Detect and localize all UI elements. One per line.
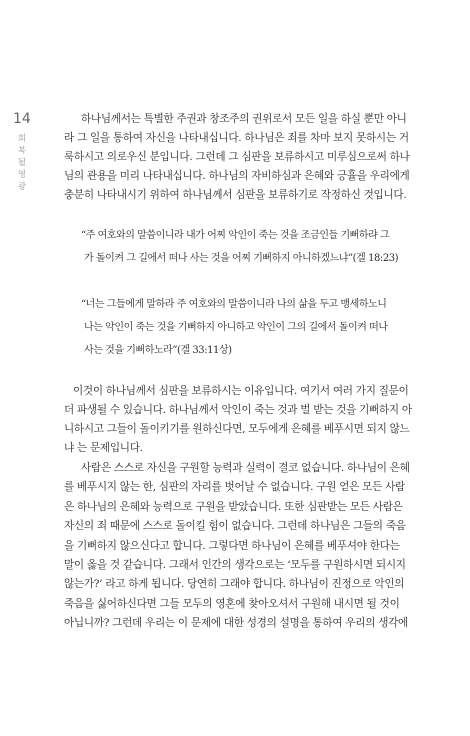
quote-line: 가 돌이켜 그 길에서 떠나 사는 것을 어찌 기뻐하지 아니하겠느냐”(겔 18:23) <box>84 253 399 264</box>
body-line: 을 기뻐하지 않으신다고 합니다. 그렇다면 하나님이 은혜를 베푸셔야 한다는 <box>64 540 400 552</box>
body-line: 자신의 죄 때문에 스스로 돌이킬 힘이 없습니다. 그런데 하나님은 그들의 죽음 <box>64 520 406 532</box>
quote-line: “너는 그들에게 말하라 주 여호와의 말씀이니라 나의 삶을 두고 맹세하노니 <box>81 299 387 310</box>
body-line: 님의 관용을 미리 나타내십니다. 하나님의 자비하심과 은혜와 긍휼을 우리에게 <box>64 170 410 182</box>
body-line: 아닙니까? 그런데 우리는 이 문제에 대한 성경의 설명을 통하여 우리의 생각에 <box>64 617 408 629</box>
quote-line: 사는 것을 기뻐하노라”(겔 33:11상) <box>84 345 232 356</box>
body-line: 은 하나님의 은혜와 능력으로 구원을 받았습니다. 또한 심판받는 모든 사람은 <box>64 501 403 513</box>
page-number: 14 <box>13 111 31 127</box>
body-line: 더 파생될 수 있습니다. 하나님께서 악인이 죽는 것과 벌 받는 것을 기뻐하지 아 <box>64 404 412 416</box>
running-head: 회복될 영광 <box>17 134 27 192</box>
body-line: 이것이 하나님께서 심판을 보류하시는 이유입니다. 여기서 여러 가지 질문이 <box>73 385 409 397</box>
body-line: 냐 는 문제입니다. <box>64 442 143 454</box>
body-line: 않는가?’ 라고 하게 됩니다. 당연히 그래야 합니다. 하나님이 진정으로 악인의 <box>64 578 405 590</box>
body-line: 하나님께서는 특별한 주권과 창조주의 권위로서 모든 일을 하실 뿐만 아니 <box>81 113 407 125</box>
body-line: 사람은 스스로 자신을 구원할 능력과 실력이 결코 없습니다. 하나님이 은혜 <box>81 462 410 474</box>
body-line: 말이 옳을 것 같습니다. 그래서 인간의 생각으로는 ‘모두를 구원하시면 되시지 <box>64 559 406 571</box>
quote-line: “주 여호와의 말씀이니라 내가 어찌 악인이 죽는 것을 조금인들 기뻐하랴 그 <box>81 230 390 241</box>
body-line: 룩하시고 의로우신 분입니다. 그런데 그 심판을 보류하시고 미루심으로써 하나 <box>64 151 410 163</box>
body-line: 죽음을 싫어하신다면 그들 모두의 영혼에 찾아오셔서 구원해 내시면 될 것이 <box>64 598 400 610</box>
body-line: 니하시고 그들이 돌이키기를 원하신다면, 모두에게 은혜를 베푸시면 되지 않느 <box>64 423 410 435</box>
body-line: 를 베푸시지 않는 한, 심판의 자리를 벗어날 수 없습니다. 구원 얻은 모든 사람 <box>64 481 405 493</box>
body-line: 충분히 나타내시기 위하여 하나님께서 심판을 보류하기로 작정하신 것입니다. <box>64 189 407 201</box>
body-line: 라 그 일을 통하여 자신을 나타내십니다. 하나님은 죄를 차마 보지 못하시는 거 <box>64 132 409 144</box>
quote-line: 나는 악인이 죽는 것을 기뻐하지 아니하고 악인이 그의 길에서 돌이켜 떠나 <box>84 322 388 333</box>
